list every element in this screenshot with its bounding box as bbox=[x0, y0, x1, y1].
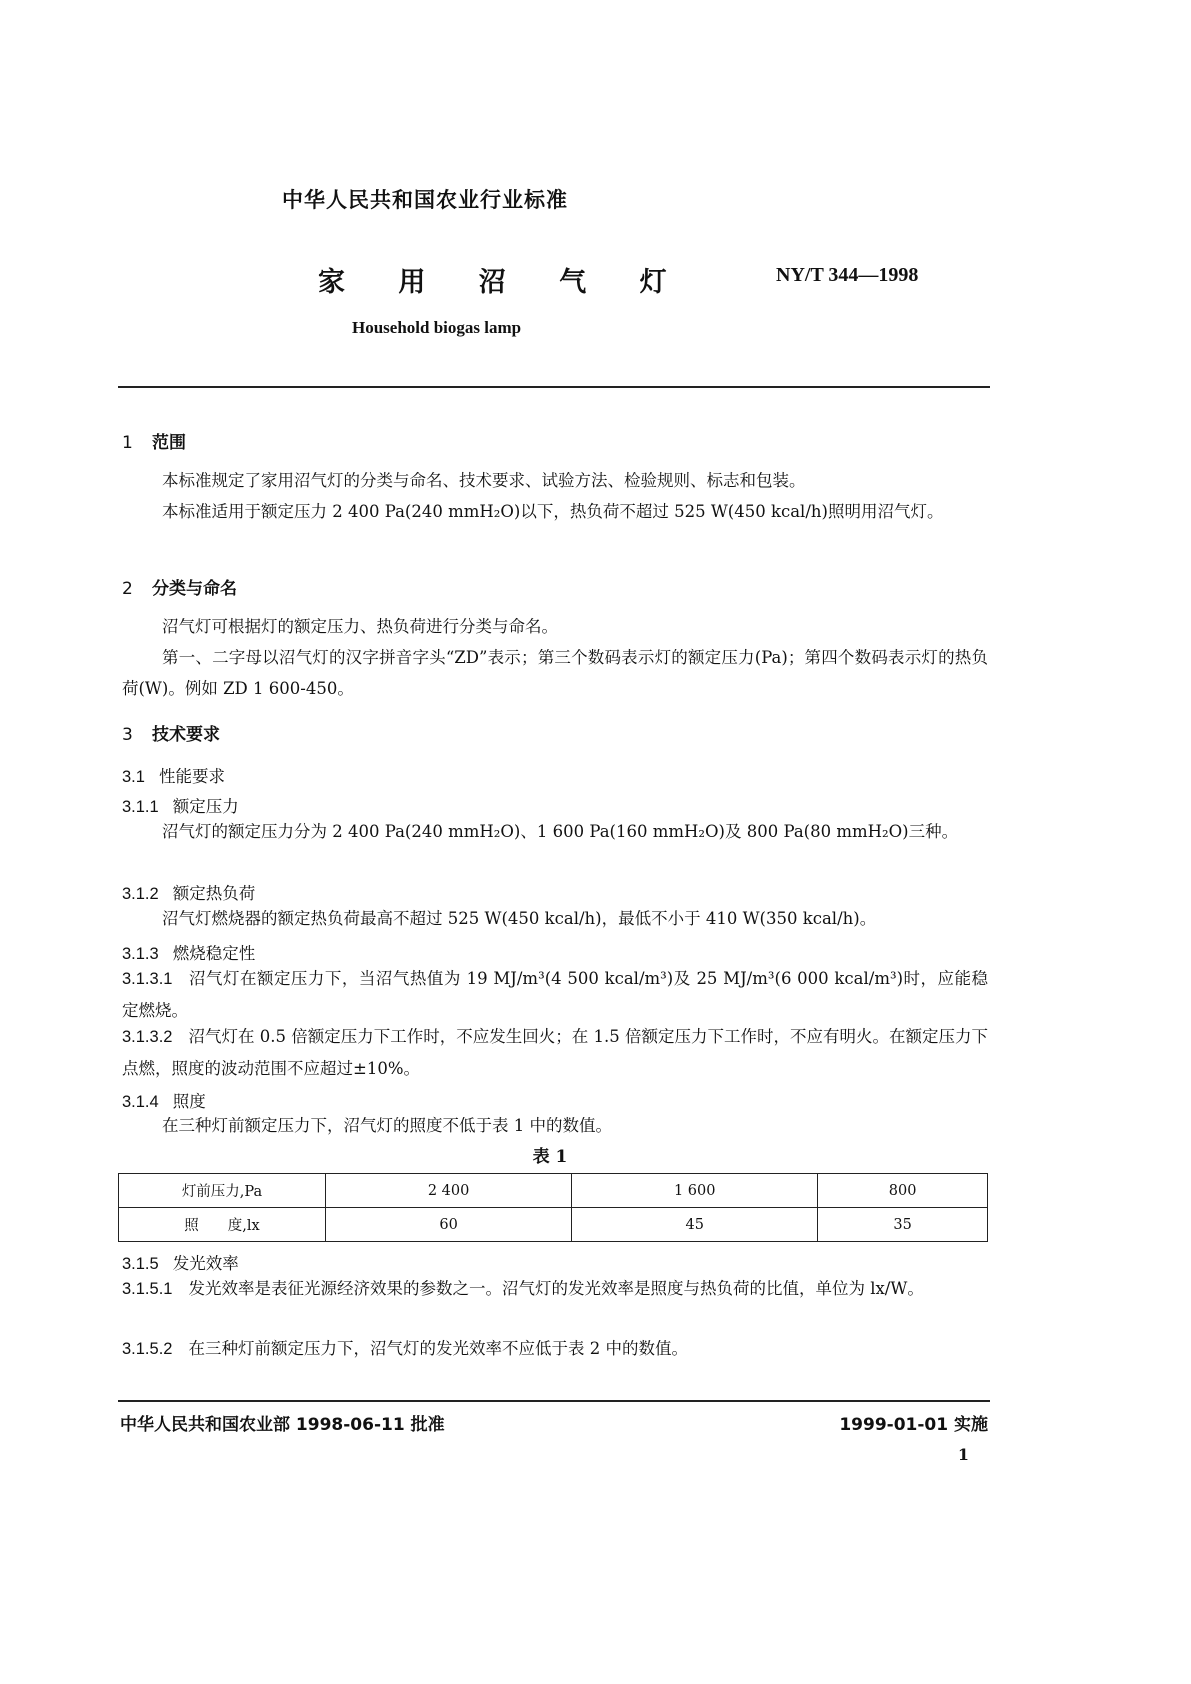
paragraph: 3.1.3.2 沼气灯在 0.5 倍额定压力下工作时，不应发生回火；在 1.5 倍额定压力下工作时，不应有明火。在额定压力下点燃，照度的波动范围不应超过±10%。 bbox=[122, 1027, 988, 1078]
section-2-heading: 2 分类与命名 bbox=[122, 579, 237, 599]
paragraph: 3.1.3.1 沼气灯在额定压力下，当沼气热值为 19 MJ/m³(4 500 kcal/m³)及 25 MJ/m³(6 000 kcal/m³)时，应能稳定燃烧。 bbox=[122, 969, 988, 1020]
approval-info: 中华人民共和国农业部 1998-06-11 批准 bbox=[120, 1415, 445, 1435]
table-caption: 表 1 bbox=[532, 1147, 568, 1167]
paragraph: 第一、二字母以沼气灯的汉字拼音字头“ZD”表示；第三个数码表示灯的额定压力(Pa)；第四个数码表示灯的热负荷(W)。例如 ZD 1 600-450。 bbox=[122, 648, 988, 698]
section-1-heading: 1 范围 bbox=[122, 433, 186, 453]
document-title: 家 用 沼 气 灯 bbox=[318, 267, 689, 298]
english-title: Household biogas lamp bbox=[352, 318, 522, 337]
paragraph: 沼气灯可根据灯的额定压力、热负荷进行分类与命名。 bbox=[162, 617, 558, 636]
subsection-heading: 3.1.4 照度 bbox=[122, 1092, 206, 1111]
table-row: 照 度,lx 60 45 35 bbox=[119, 1208, 988, 1242]
paragraph: 本标准适用于额定压力 2 400 Pa(240 mmH₂O)以下，热负荷不超过 525 W(450 kcal/h)照明用沼气灯。 bbox=[162, 502, 944, 521]
header-divider bbox=[118, 386, 990, 388]
illuminance-table bbox=[118, 1173, 988, 1242]
effective-date: 1999-01-01 实施 bbox=[839, 1415, 988, 1435]
page-number: 1 bbox=[957, 1445, 969, 1464]
table-row: 灯前压力,Pa 2 400 1 600 800 bbox=[119, 1174, 988, 1208]
footer-divider bbox=[118, 1400, 990, 1402]
section-3-heading: 3 技术要求 bbox=[122, 725, 220, 745]
paragraph: 沼气灯的额定压力分为 2 400 Pa(240 mmH₂O)、1 600 Pa(160 mmH₂O)及 800 Pa(80 mmH₂O)三种。 bbox=[162, 822, 959, 841]
subsection-heading: 3.1 性能要求 bbox=[122, 767, 225, 786]
subsection-heading: 3.1.1 额定压力 bbox=[122, 797, 239, 816]
standard-code: NY/T 344—1998 bbox=[776, 264, 919, 286]
paragraph: 沼气灯燃烧器的额定热负荷最高不超过 525 W(450 kcal/h)，最低不小于 410 W(350 kcal/h)。 bbox=[162, 909, 877, 928]
subsection-heading: 3.1.5 发光效率 bbox=[122, 1254, 239, 1273]
paragraph: 3.1.5.1 发光效率是表征光源经济效果的参数之一。沼气灯的发光效率是照度与热负荷的比值，单位为 lx/W。 bbox=[122, 1279, 924, 1298]
paragraph: 3.1.5.2 在三种灯前额定压力下，沼气灯的发光效率不应低于表 2 中的数值。 bbox=[122, 1339, 688, 1358]
subsection-heading: 3.1.3 燃烧稳定性 bbox=[122, 944, 256, 963]
standard-type: 中华人民共和国农业行业标准 bbox=[282, 188, 568, 212]
subsection-heading: 3.1.2 额定热负荷 bbox=[122, 884, 256, 903]
paragraph: 本标准规定了家用沼气灯的分类与命名、技术要求、试验方法、检验规则、标志和包装。 bbox=[162, 471, 806, 490]
paragraph: 在三种灯前额定压力下，沼气灯的照度不低于表 1 中的数值。 bbox=[162, 1116, 612, 1135]
